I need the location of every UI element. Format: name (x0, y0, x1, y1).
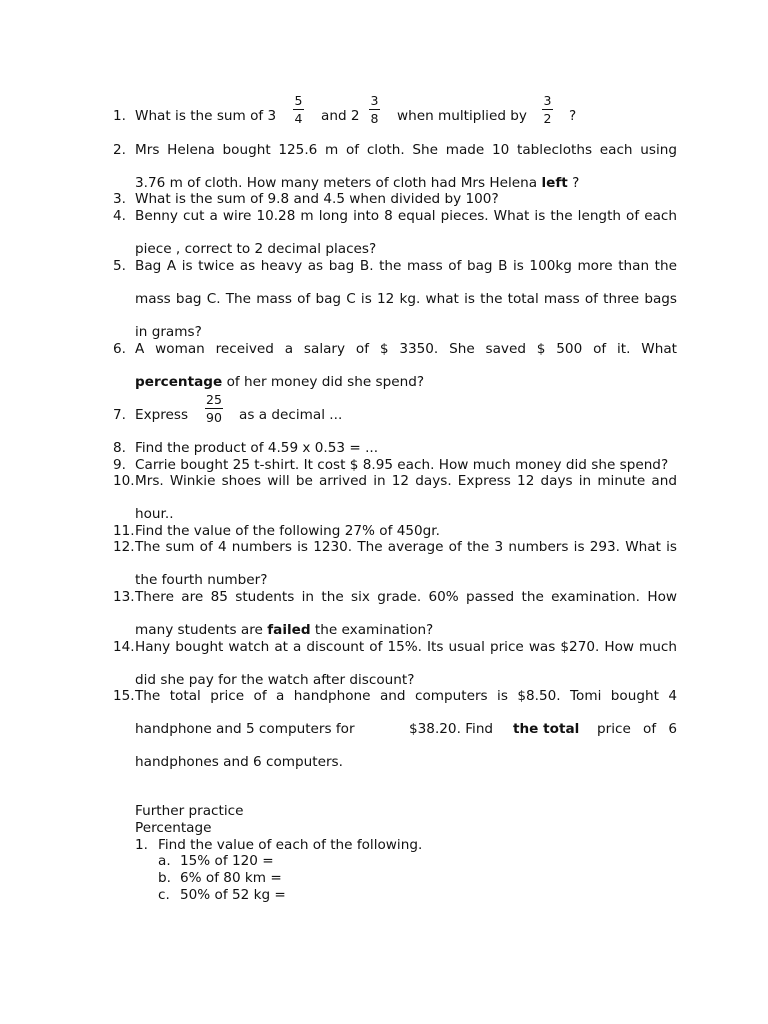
fraction-bar (205, 408, 223, 409)
q10-line-2: hour.. (135, 506, 174, 522)
q15-line-3: handphones and 6 computers. (135, 754, 343, 770)
q1-fraction-2 (369, 94, 380, 126)
q1-text-d: ? (569, 108, 577, 124)
q14-number: 14. (113, 639, 135, 655)
q5-line-1: Bag A is twice as heavy as bag B. the mass of bag B is 100kg more than the (135, 258, 677, 274)
q4-line-2: piece , correct to 2 decimal places? (135, 241, 377, 257)
further-q1-number: 1. (135, 837, 148, 853)
q15-number: 15. (113, 688, 135, 704)
further-item-label: a. (158, 853, 171, 869)
further-item-label: c. (158, 887, 170, 903)
q13-line-2 (135, 622, 433, 639)
q15-emphasis-the-total: the total (513, 721, 580, 737)
q2-emphasis-left: left (541, 175, 568, 191)
further-item-text: 15% of 120 = (180, 853, 274, 869)
fraction-denominator: 2 (543, 111, 552, 126)
q15-line-1: The total price of a handphone and computers is $8.50. Tomi bought 4 (135, 688, 677, 704)
q1-number: 1. (113, 108, 126, 124)
q2-number: 2. (113, 142, 126, 158)
q7-text-a: Express (135, 407, 189, 423)
q3-number: 3. (113, 191, 126, 207)
q15-line-2a: handphone and 5 computers for (135, 721, 355, 737)
fraction-denominator: 90 (206, 410, 222, 425)
q5-line-3: in grams? (135, 324, 202, 340)
fraction-denominator: 4 (294, 111, 303, 126)
q6-emphasis-percentage: percentage (135, 374, 223, 390)
q4-line-1: Benny cut a wire 10.28 m long into 8 equal pieces. What is the length of each (135, 208, 677, 224)
q10-number: 10. (113, 473, 135, 489)
further-item-text: 50% of 52 kg = (180, 887, 286, 903)
further-practice-heading: Further practice (135, 803, 244, 819)
q6-line-2b: of her money did she spend? (226, 374, 425, 390)
q7-number: 7. (113, 407, 126, 423)
fraction-numerator: 3 (370, 93, 379, 108)
q4-number: 4. (113, 208, 126, 224)
fraction-numerator: 25 (206, 392, 222, 407)
fraction-bar (293, 109, 304, 110)
q9-text: Carrie bought 25 t-shirt. It cost $ 8.95 each. How much money did she spend? (135, 457, 669, 473)
q3-text: What is the sum of 9.8 and 4.5 when divided by 100? (135, 191, 499, 207)
q7-fraction (205, 393, 223, 425)
q14-line-2: did she pay for the watch after discount? (135, 672, 415, 688)
q2-line-2 (135, 175, 579, 192)
q6-line-1: A woman received a salary of $ 3350. She saved $ 500 of it. What (135, 341, 677, 357)
q1-text-a: What is the sum of 3 (135, 108, 277, 124)
q5-number: 5. (113, 258, 126, 274)
q13-emphasis-failed: failed (267, 622, 311, 638)
q1-fraction-3 (542, 94, 553, 126)
further-q1-text: Find the value of each of the following. (158, 837, 423, 853)
q12-number: 12. (113, 539, 135, 555)
q13-number: 13. (113, 589, 135, 605)
q6-number: 6. (113, 341, 126, 357)
q11-number: 11. (113, 523, 135, 539)
fraction-bar (542, 109, 553, 110)
fraction-numerator: 5 (294, 93, 303, 108)
q1-text-b: and 2 (321, 108, 360, 124)
q15-line-2b: $38.20. Find (409, 721, 494, 737)
q2-line-2c: ? (572, 175, 580, 191)
further-item-label: b. (158, 870, 171, 886)
q2-line-1: Mrs Helena bought 125.6 m of cloth. She made 10 tablecloths each using (135, 142, 677, 158)
q8-text: Find the product of 4.59 x 0.53 = ... (135, 440, 379, 456)
q1-fraction-1 (293, 94, 304, 126)
q14-line-1: Hany bought watch at a discount of 15%. Its usual price was $270. How much (135, 639, 677, 655)
fraction-denominator: 8 (370, 111, 379, 126)
q9-number: 9. (113, 457, 126, 473)
q5-line-2: mass bag C. The mass of bag C is 12 kg. what is the total mass of three bags (135, 291, 677, 307)
q10-line-1: Mrs. Winkie shoes will be arrived in 12 days. Express 12 days in minute and (135, 473, 677, 489)
q12-line-2: the fourth number? (135, 572, 268, 588)
q1-text-c: when multiplied by (397, 108, 527, 124)
fraction-bar (369, 109, 380, 110)
q2-line-2a: 3.76 m of cloth. How many meters of cloth had Mrs Helena (135, 175, 538, 191)
percentage-subheading: Percentage (135, 820, 212, 836)
q11-text: Find the value of the following 27% of 450gr. (135, 523, 440, 539)
q7-text-b: as a decimal ... (239, 407, 343, 423)
q13-line-2a: many students are (135, 622, 263, 638)
fraction-numerator: 3 (543, 93, 552, 108)
q15-line-2d: price of 6 (597, 721, 677, 737)
q13-line-2c: the examination? (314, 622, 434, 638)
q13-line-1: There are 85 students in the six grade. 60% passed the examination. How (135, 589, 677, 605)
q8-number: 8. (113, 440, 126, 456)
further-item-text: 6% of 80 km = (180, 870, 282, 886)
q12-line-1: The sum of 4 numbers is 1230. The average of the 3 numbers is 293. What is (135, 539, 677, 555)
q6-line-2 (135, 374, 424, 391)
